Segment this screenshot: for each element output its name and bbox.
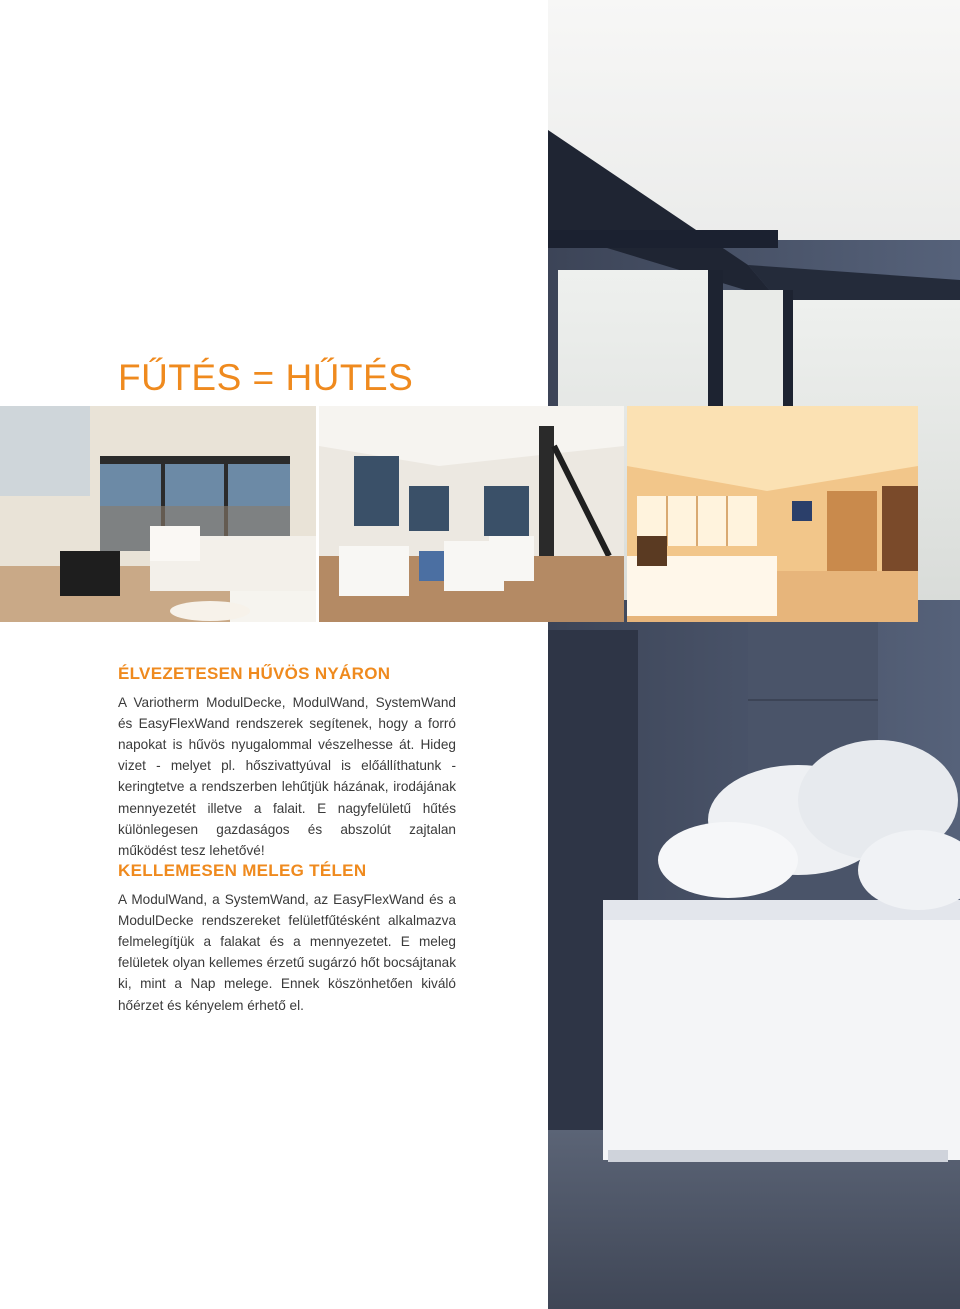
hero-room-photo	[548, 0, 960, 1309]
living-room-photo	[0, 406, 316, 622]
warm-bedroom-photo	[627, 406, 918, 622]
winter-paragraph: A ModulWand, a SystemWand, az EasyFlexWand és a ModulDecke rendszereket felületfűtésként alkalmazva felmelegítjük a falakat és a mennyezetet. E meleg felületek olyan kellemes érzetű sugárzó hőt bocsájtanak ki, mint a Nap melege. Ennek köszönhetően kiváló hőérzet és kényelem érhető el.	[118, 891, 456, 1013]
winter-heading: KELLEMESEN MELEG TÉLEN	[118, 861, 367, 881]
summer-heading: ÉLVEZETESEN HŰVÖS NYÁRON	[118, 664, 391, 684]
page-title: FŰTÉS = HŰTÉS	[118, 356, 414, 398]
loft-photo	[319, 406, 624, 622]
summer-paragraph: A Variotherm ModulDecke, ModulWand, SystemWand és EasyFlexWand rendszerek segítenek, hogy a forró napokat is hűvös nyugalommal vészelhesse át. Hideg vizet - melyet pl. hőszivattyúval is előállíthatunk - keringtetve a rendszerben lehűtjük házának, irodájának mennyezetét illetve a falait. E nagyfelületű hűtés különlegesen gazdaságos és abszolút zajtalan működést tesz lehetővé!	[118, 694, 456, 859]
